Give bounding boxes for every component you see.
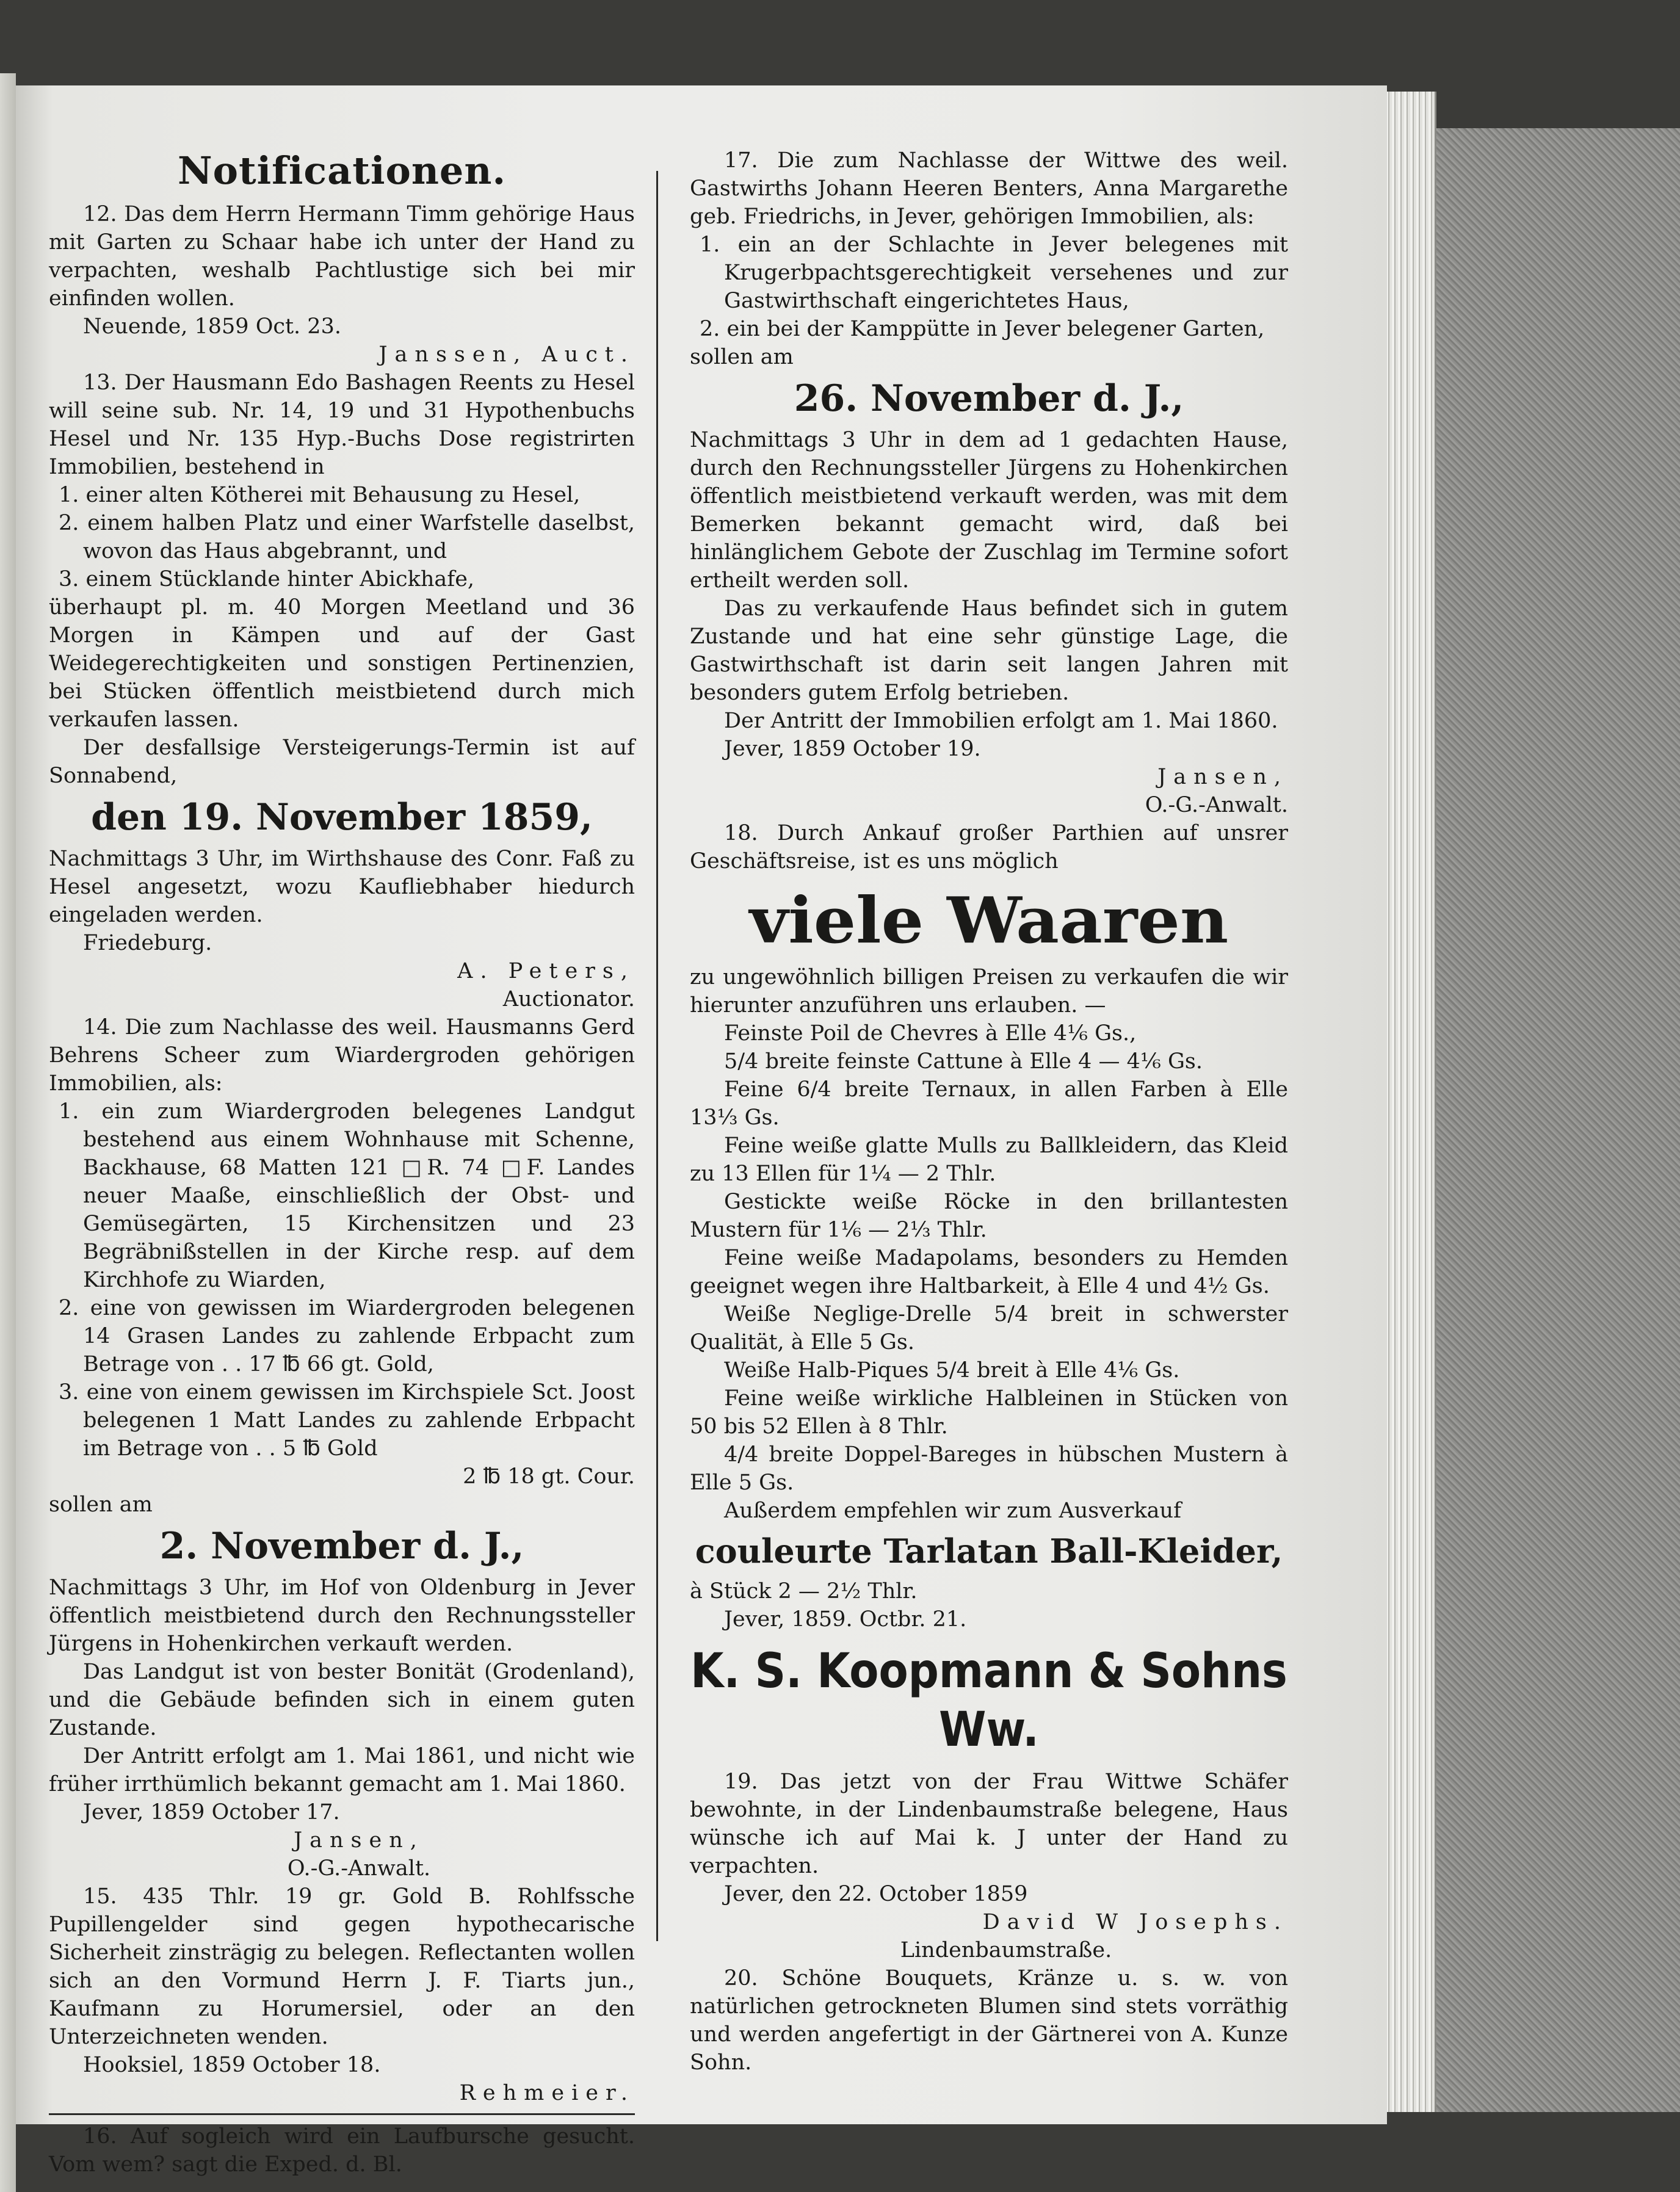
notice-13-item-2: 2. einem halben Platz und einer Warfstelle daselbst, wovon das Haus abgebrannt, und xyxy=(59,511,635,563)
notice-12-text: 12. Das dem Herrn Hermann Timm gehörige Haus mit Garten zu Schaar habe ich unter der Hand zu verpachten, weshalb Pachtlustige sich bei mir einfinden wollen. xyxy=(49,202,635,311)
notice-18-firm-name: K. S. Koopmann & Sohns Ww. xyxy=(690,1644,1287,1757)
notice-18-line-4: Feine weiße glatte Mulls zu Ballkleidern, das Kleid zu 13 Ellen für 1¼ — 2 Thlr. xyxy=(690,1134,1288,1186)
left-page-edge xyxy=(0,73,16,2192)
notice-13-item-1: 1. einer alten Kötherei mit Behausung zu Hesel, xyxy=(59,483,581,507)
notice-17-intro: 17. Die zum Nachlasse der Wittwe des weil. Gastwirths Johann Heeren Benters, Anna Margarethe geb. Friedrichs, in Jever, gehörigen Immobilien, als: xyxy=(690,148,1288,229)
notice-19-signature: David W Josephs. xyxy=(982,1910,1288,1934)
notice-14-p2: Das Landgut ist von bester Bonität (Grodenland), und die Gebäude befinden sich in einem guten Zustande. xyxy=(49,1660,635,1740)
notice-18-subhead: couleurte Tarlatan Ball-Kleider, xyxy=(695,1532,1283,1571)
right-column xyxy=(690,146,1288,2077)
notice-17-item-1: 1. ein an der Schlachte in Jever belegenes mit Krugerbpachtsgerechtigkeit versehenes und zur Gastwirthschaft eingerichtetes Haus, xyxy=(700,233,1288,313)
notice-17-item-2: 2. ein bei der Kamppütte in Jever belegener Garten, xyxy=(700,317,1265,341)
notice-18-line-1: Feinste Poil de Chevres à Elle 4⅙ Gs., xyxy=(724,1021,1137,1046)
notice-18-headline: viele Waaren xyxy=(749,883,1229,958)
notice-14-role: O.-G.-Anwalt. xyxy=(287,1856,431,1881)
notice-18-line-11: Außerdem empfehlen wir zum Ausverkauf xyxy=(724,1499,1182,1523)
left-column xyxy=(49,146,635,2179)
notice-17-date: 26. November d. J., xyxy=(794,377,1184,420)
notice-19-place-date: Jever, den 22. October 1859 xyxy=(724,1882,1028,1906)
column-divider xyxy=(656,171,658,1941)
notice-18-line-2: 5/4 breite feinste Cattune à Elle 4 — 4⅙ Gs. xyxy=(724,1049,1203,1074)
separator-rule xyxy=(49,2113,635,2115)
notice-18-place-date: Jever, 1859. Octbr. 21. xyxy=(724,1607,967,1632)
book-cover-edge xyxy=(1432,128,1680,2112)
notice-13-item-3: 3. einem Stücklande hinter Abickhafe, xyxy=(59,567,475,591)
notice-17-p3: Der Antritt der Immobilien erfolgt am 1. Mai 1860. xyxy=(724,709,1278,733)
notice-13-date: den 19. November 1859, xyxy=(91,796,593,839)
notice-14-sollen: sollen am xyxy=(49,1492,153,1517)
notice-17-p2: Das zu verkaufende Haus befindet sich in gutem Zustande und hat eine sehr günstige Lage, die Gastwirthschaft ist darin seit langen Jahren mit besonders gutem Erfolg betrieben. xyxy=(690,596,1288,705)
notice-15-signature: Rehmeier. xyxy=(459,2081,635,2105)
section-title: Notificationen. xyxy=(177,148,507,193)
notice-18-price: à Stück 2 — 2½ Thlr. xyxy=(690,1579,918,1604)
notice-18-line-9: Feine weiße wirkliche Halbleinen in Stücken von 50 bis 52 Ellen à 8 Thlr. xyxy=(690,1386,1288,1439)
notice-14-item-2: 2. eine von gewissen im Wiardergroden belegenen 14 Grasen Landes zu zahlende Erbpacht zum Betrage von . . 17 ℔ 66 gt. Gold, xyxy=(59,1296,635,1376)
notice-18-line-3: Feine 6/4 breite Ternaux, in allen Farben à Elle 13⅓ Gs. xyxy=(690,1077,1288,1130)
notice-18-line-10: 4/4 breite Doppel-Bareges in hübschen Mustern à Elle 5 Gs. xyxy=(690,1442,1288,1495)
notice-13-signature: A. Peters, xyxy=(457,959,635,983)
notice-16-text: 16. Auf sogleich wird ein Laufbursche gesucht. Vom wem? sagt die Exped. d. Bl. xyxy=(49,2124,635,2177)
notice-14-p3: Der Antritt erfolgt am 1. Mai 1861, und nicht wie früher irrthümlich bekannt gemacht am 1. Mai 1860. xyxy=(49,1744,635,1796)
notice-18-line-6: Feine weiße Madapolams, besonders zu Hemden geeignet wegen ihre Haltbarkeit, à Elle 4 und 4½ Gs. xyxy=(690,1246,1288,1298)
notice-17-after: Nachmittags 3 Uhr in dem ad 1 gedachten Hause, durch den Rechnungssteller Jürgens zu Hohenkirchen öffentlich meistbietend verkauft werden, was mit dem Bemerken bekannt gemacht wird, daß bei hinlänglichem Gebote der Zuschlag im Termine sofort ertheilt werden soll. xyxy=(690,428,1288,593)
notice-13-cont: überhaupt pl. m. 40 Morgen Meetland und 36 Morgen in Kämpen und auf der Gast Weidegerechtigkeiten und sonstigen Pertinenzien, bei Stücken öffentlich meistbietend durch mich verkaufen lassen. xyxy=(49,595,635,732)
notice-18-line-7: Weiße Neglige-Drelle 5/4 breit in schwerster Qualität, à Elle 5 Gs. xyxy=(690,1302,1288,1355)
notice-20-text: 20. Schöne Bouquets, Kränze u. s. w. von natürlichen getrockneten Blumen sind stets vorräthig und werden angefertigt in der Gärtnerei von A. Kunze Sohn. xyxy=(690,1966,1288,2075)
notice-14-signature: Jansen, xyxy=(294,1828,424,1853)
notice-17-role: O.-G.-Anwalt. xyxy=(1145,793,1288,817)
notice-18-intro: 18. Durch Ankauf großer Parthien auf unsrer Geschäftsreise, ist es uns möglich xyxy=(690,821,1288,874)
notice-19-text: 19. Das jetzt von der Frau Wittwe Schäfer bewohnte, in der Lindenbaumstraße belegene, Haus wünsche ich auf Mai k. J unter der Hand zu verpachten. xyxy=(690,1770,1288,1878)
notice-17-sollen: sollen am xyxy=(690,345,794,369)
notice-13-after: Nachmittags 3 Uhr, im Wirthshause des Conr. Faß zu Hesel angesetzt, wozu Kaufliebhaber hiedurch eingeladen werden. xyxy=(49,847,635,927)
notice-13-intro: 13. Der Hausmann Edo Bashagen Reents zu Hesel will seine sub. Nr. 14, 19 und 31 Hypothenbuchs Hesel und Nr. 135 Hyp.-Buchs Dose registrirten Immobilien, bestehend in xyxy=(49,371,635,479)
notice-18-line-8: Weiße Halb-Piques 5/4 breit à Elle 4⅙ Gs. xyxy=(724,1358,1180,1383)
notice-14-intro: 14. Die zum Nachlasse des weil. Hausmanns Gerd Behrens Scheer zum Wiardergroden gehörigen Immobilien, als: xyxy=(49,1015,635,1096)
notice-17-place-date: Jever, 1859 October 19. xyxy=(724,737,981,761)
notice-15-text: 15. 435 Thlr. 19 gr. Gold B. Rohlfssche Pupillengelder sind gegen hypothecarische Sicherheit zinsträgig zu belegen. Reflectanten wollen sich an den Vormund Herrn J. F. Tiarts jun., Kaufmann zu Horumersiel, oder an den Unterzeichneten wenden. xyxy=(49,1884,635,2049)
notice-19-street: Lindenbaumstraße. xyxy=(900,1938,1112,1962)
notice-14-after: Nachmittags 3 Uhr, im Hof von Oldenburg in Jever öffentlich meistbietend durch den Rechnungssteller Jürgens in Hohenkirchen verkauft werden. xyxy=(49,1575,635,1656)
notice-12-place-date: Neuende, 1859 Oct. 23. xyxy=(83,314,341,339)
notice-14-date: 2. November d. J., xyxy=(159,1525,524,1568)
notice-13-termin: Der desfallsige Versteigerungs-Termin ist auf Sonnabend, xyxy=(49,736,635,788)
notice-15-place-date: Hooksiel, 1859 October 18. xyxy=(83,2053,381,2077)
notice-14-item-3: 3. eine von einem gewissen im Kirchspiele Sct. Joost belegenen 1 Matt Landes zu zahlende Erbpacht im Betrage von . . 5 ℔ Gold xyxy=(59,1380,635,1461)
notice-18-line-5: Gestickte weiße Röcke in den brillantesten Mustern für 1⅙ — 2⅓ Thlr. xyxy=(690,1190,1288,1242)
notice-13-role: Auctionator. xyxy=(502,987,635,1011)
notice-14-place-date: Jever, 1859 October 17. xyxy=(83,1800,340,1825)
notice-13-place: Friedeburg. xyxy=(83,931,212,955)
notice-14-item-1: 1. ein zum Wiardergroden belegenes Landgut bestehend aus einem Wohnhause mit Schenne, Backhause, 68 Matten 121 □R. 74 □F. Landes neuer Maaße, einschließlich der Obst- und Gemüsegärten, 15 Kirchensitzen und 23 Begräbnißstellen in der Kirche resp. auf dem Kirchhofe zu Wiarden, xyxy=(59,1099,635,1292)
notice-14-item-3b: 2 ℔ 18 gt. Cour. xyxy=(463,1464,635,1489)
notice-17-signature: Jansen, xyxy=(1157,765,1288,789)
notice-18-after: zu ungewöhnlich billigen Preisen zu verkaufen die wir hierunter anzuführen uns erlauben. — xyxy=(690,965,1288,1018)
notice-12-signature: Janssen, Auct. xyxy=(378,342,635,367)
